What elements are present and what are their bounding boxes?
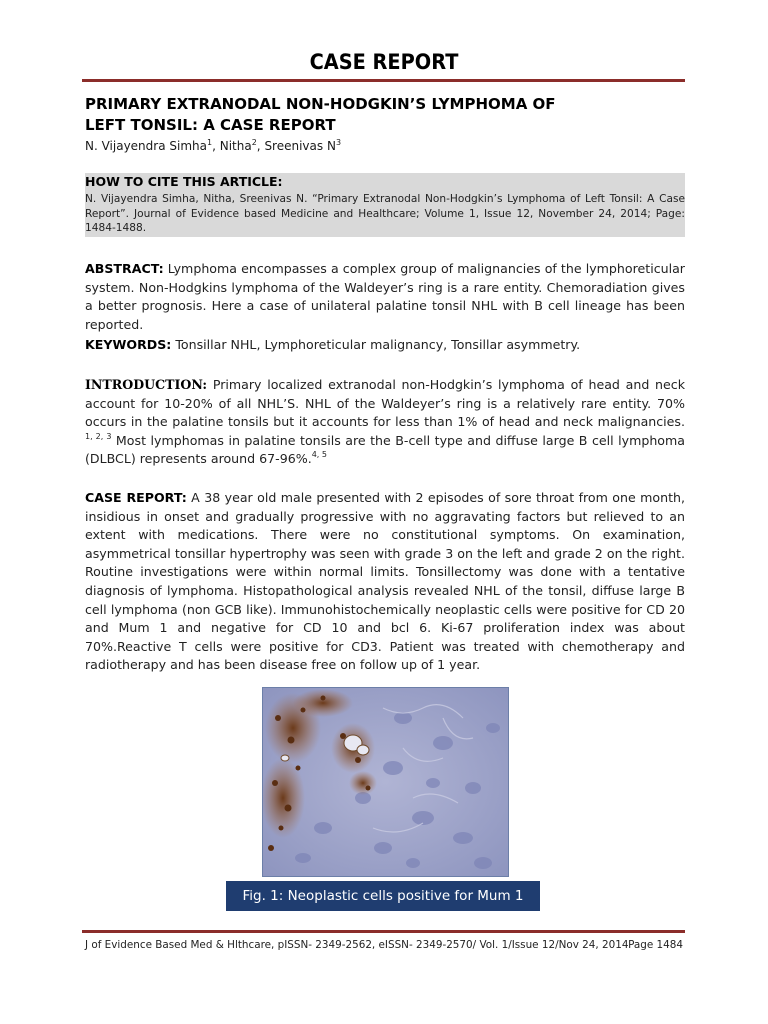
author-separator: , [212,139,220,153]
introduction-section [85,376,685,469]
abstract-label: ABSTRACT: [85,261,164,276]
citation-box [85,173,685,237]
abstract-section [85,260,685,334]
page-footer [85,938,683,952]
footer-divider [82,930,685,933]
introduction-label: INTRODUCTION: [85,377,208,392]
case-report-text: A 38 year old male presented with 2 episodes of sore throat from one month, insidious in onset and gradually progressive with no aggravating factors but relieved to an extent with medications. There were no constitutional symptoms. On examination, asymmetrical tonsillar hypertrophy was seen with grade 3 on the left and grade 2 on the right. Routine investigations were within normal limits. Tonsillectomy was done with a tentative diagnosis of lymphoma. Histopathological analysis revealed NHL of the tonsil, diffuse large B cell lymphoma (non GCB like). Immunohistochemically neoplastic cells were positive for CD 20 and Mum 1 and negative for CD 10 and bcl 6. Ki-67 proliferation index was about 70%.Reactive T cells were positive for CD3. Patient was treated with chemotherapy and radiotherapy and has been disease free on follow up of 1 year. [85,490,685,673]
author-affiliation-mark: 3 [335,138,342,147]
citation-text: N. Vijayendra Simha, Nitha, Sreenivas N. “Primary Extranodal Non-Hodgkin’s Lymphoma of Left Tonsil: A Case Report”. Journal of Evidence based Medicine and Healthcare; Volume 1, Issue 12, November 24, 2014; Page: 1484-1488. [85,193,685,234]
article-title [85,94,685,136]
reference-marker: 4, 5 [311,450,327,460]
micrograph-illustration [263,688,508,876]
header-divider [82,79,685,82]
footer-journal-citation: J of Evidence Based Med & Hlthcare, pISSN- 2349-2562, eISSN- 2349-2570/ Vol. 1/Issue 12/Nov 24, 2014 [85,939,629,951]
keywords-label: KEYWORDS: [85,337,172,352]
histology-micrograph-image [262,687,509,877]
case-report-label: CASE REPORT: [85,490,187,505]
figure-caption: Fig. 1: Neoplastic cells positive for Mum 1 [226,881,540,911]
reference-marker: 1, 2, 3 [85,431,112,441]
footer-page-number: Page 1484 [628,939,683,951]
author-name: Nitha [219,139,252,153]
keywords-text: Tonsillar NHL, Lymphoreticular malignancy, Tonsillar asymmetry. [171,337,581,352]
article-title-line-2: LEFT TONSIL: A CASE REPORT [85,116,336,134]
author-list [85,138,685,154]
author-affiliation-mark: 2 [251,138,257,147]
author-name: Sreenivas N [264,139,336,153]
author-name: N. Vijayendra Simha [85,139,207,153]
author-separator: , [256,139,265,153]
page-header-case-report: CASE REPORT [309,50,459,74]
keywords-section [85,336,685,355]
introduction-text-part-1: Primary localized extranodal non-Hodgkin’s lymphoma of head and neck account for 10-20% of all NHL’S. NHL of the Waldeyer’s ring is a relatively rare entity. 70% occurs in the palatine tonsils but it accounts for less than 1% of head and neck malignancies. [85,377,685,430]
author-affiliation-mark: 1 [206,138,213,147]
case-report-section [85,489,685,675]
citation-heading: HOW TO CITE THIS ARTICLE: [85,174,283,189]
article-title-line-1: PRIMARY EXTRANODAL NON-HODGKIN’S LYMPHOMA OF [85,95,556,113]
abstract-text: Lymphoma encompasses a complex group of malignancies of the lymphoreticular system. Non-Hodgkins lymphoma of the Waldeyer’s ring is a rare entity. Chemoradiation gives a better prognosis. Here a case of unilateral palatine tonsil NHL with B cell lineage has been reported. [85,261,685,332]
introduction-text-part-2: Most lymphomas in palatine tonsils are the B-cell type and diffuse large B cell lymphoma (DLBCL) represents around 67-96%. [85,432,685,467]
